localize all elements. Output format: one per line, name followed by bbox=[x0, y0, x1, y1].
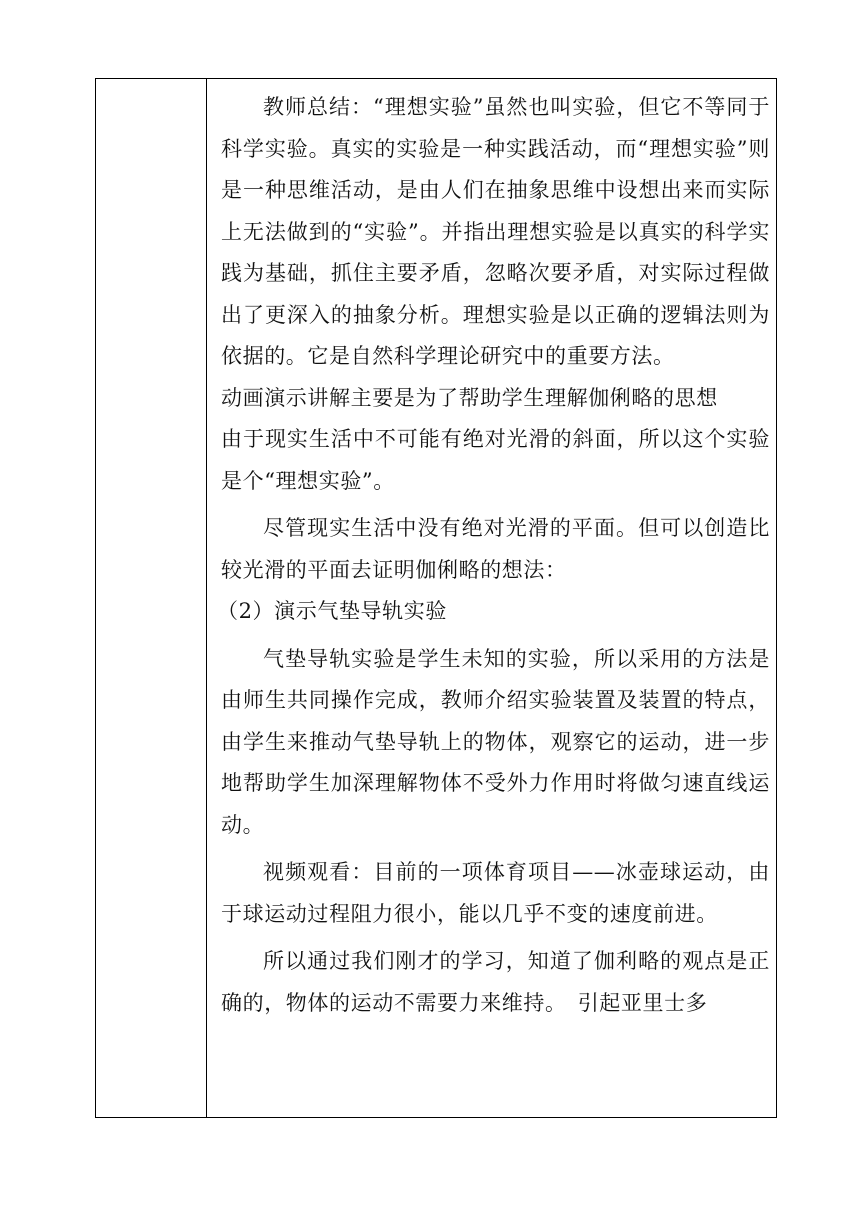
table-left-cell bbox=[96, 79, 207, 1117]
lesson-table bbox=[95, 78, 777, 1118]
table-content-cell bbox=[207, 79, 776, 1117]
video-paragraph: 视频观看：目前的一项体育项目——冰壶球运动，由于球运动过程阻力很小，能以几乎不变的速度前进。 bbox=[221, 860, 770, 926]
conclusion-paragraph: 所以通过我们刚才的学习，知道了伽利略的观点是正确的，物体的运动不需要力来维持。 引起亚里士多 bbox=[221, 949, 770, 1015]
air-track-heading: （2）演示气垫导轨实验 bbox=[217, 599, 447, 623]
teacher-summary-paragraph: 教师总结：“理想实验”虽然也叫实验，但它不等同于科学实验。真实的实验是一种实践活动，而“理想实验”则是一种思维活动，是由人们在抽象思维中设想出来而实际上无法做到的“实验”。并指出理想实验是以真实的科学实践为基础，抓住主要矛盾，忽略次要矛盾，对实际过程做出了更深入的抽象分析。理想实验是以正确的逻辑法则为依据的。它是自然科学理论研究中的重要方法。 bbox=[221, 95, 770, 368]
ideal-experiment-paragraph: 由于现实生活中不可能有绝对光滑的斜面，所以这个实验是个“理想实验”。 bbox=[221, 427, 770, 493]
air-track-paragraph: 气垫导轨实验是学生未知的实验，所以采用的方法是由师生共同操作完成，教师介绍实验装置及装置的特点，由学生来推动气垫导轨上的物体，观察它的运动，进一步地帮助学生加深理解物体不受外力作用时将做匀速直线运动。 bbox=[221, 646, 770, 837]
smooth-plane-paragraph: 尽管现实生活中没有绝对光滑的平面。但可以创造比较光滑的平面去证明伽俐略的想法： bbox=[221, 516, 770, 582]
animation-demo-paragraph: 动画演示讲解主要是为了帮助学生理解伽俐略的思想 bbox=[221, 385, 718, 410]
